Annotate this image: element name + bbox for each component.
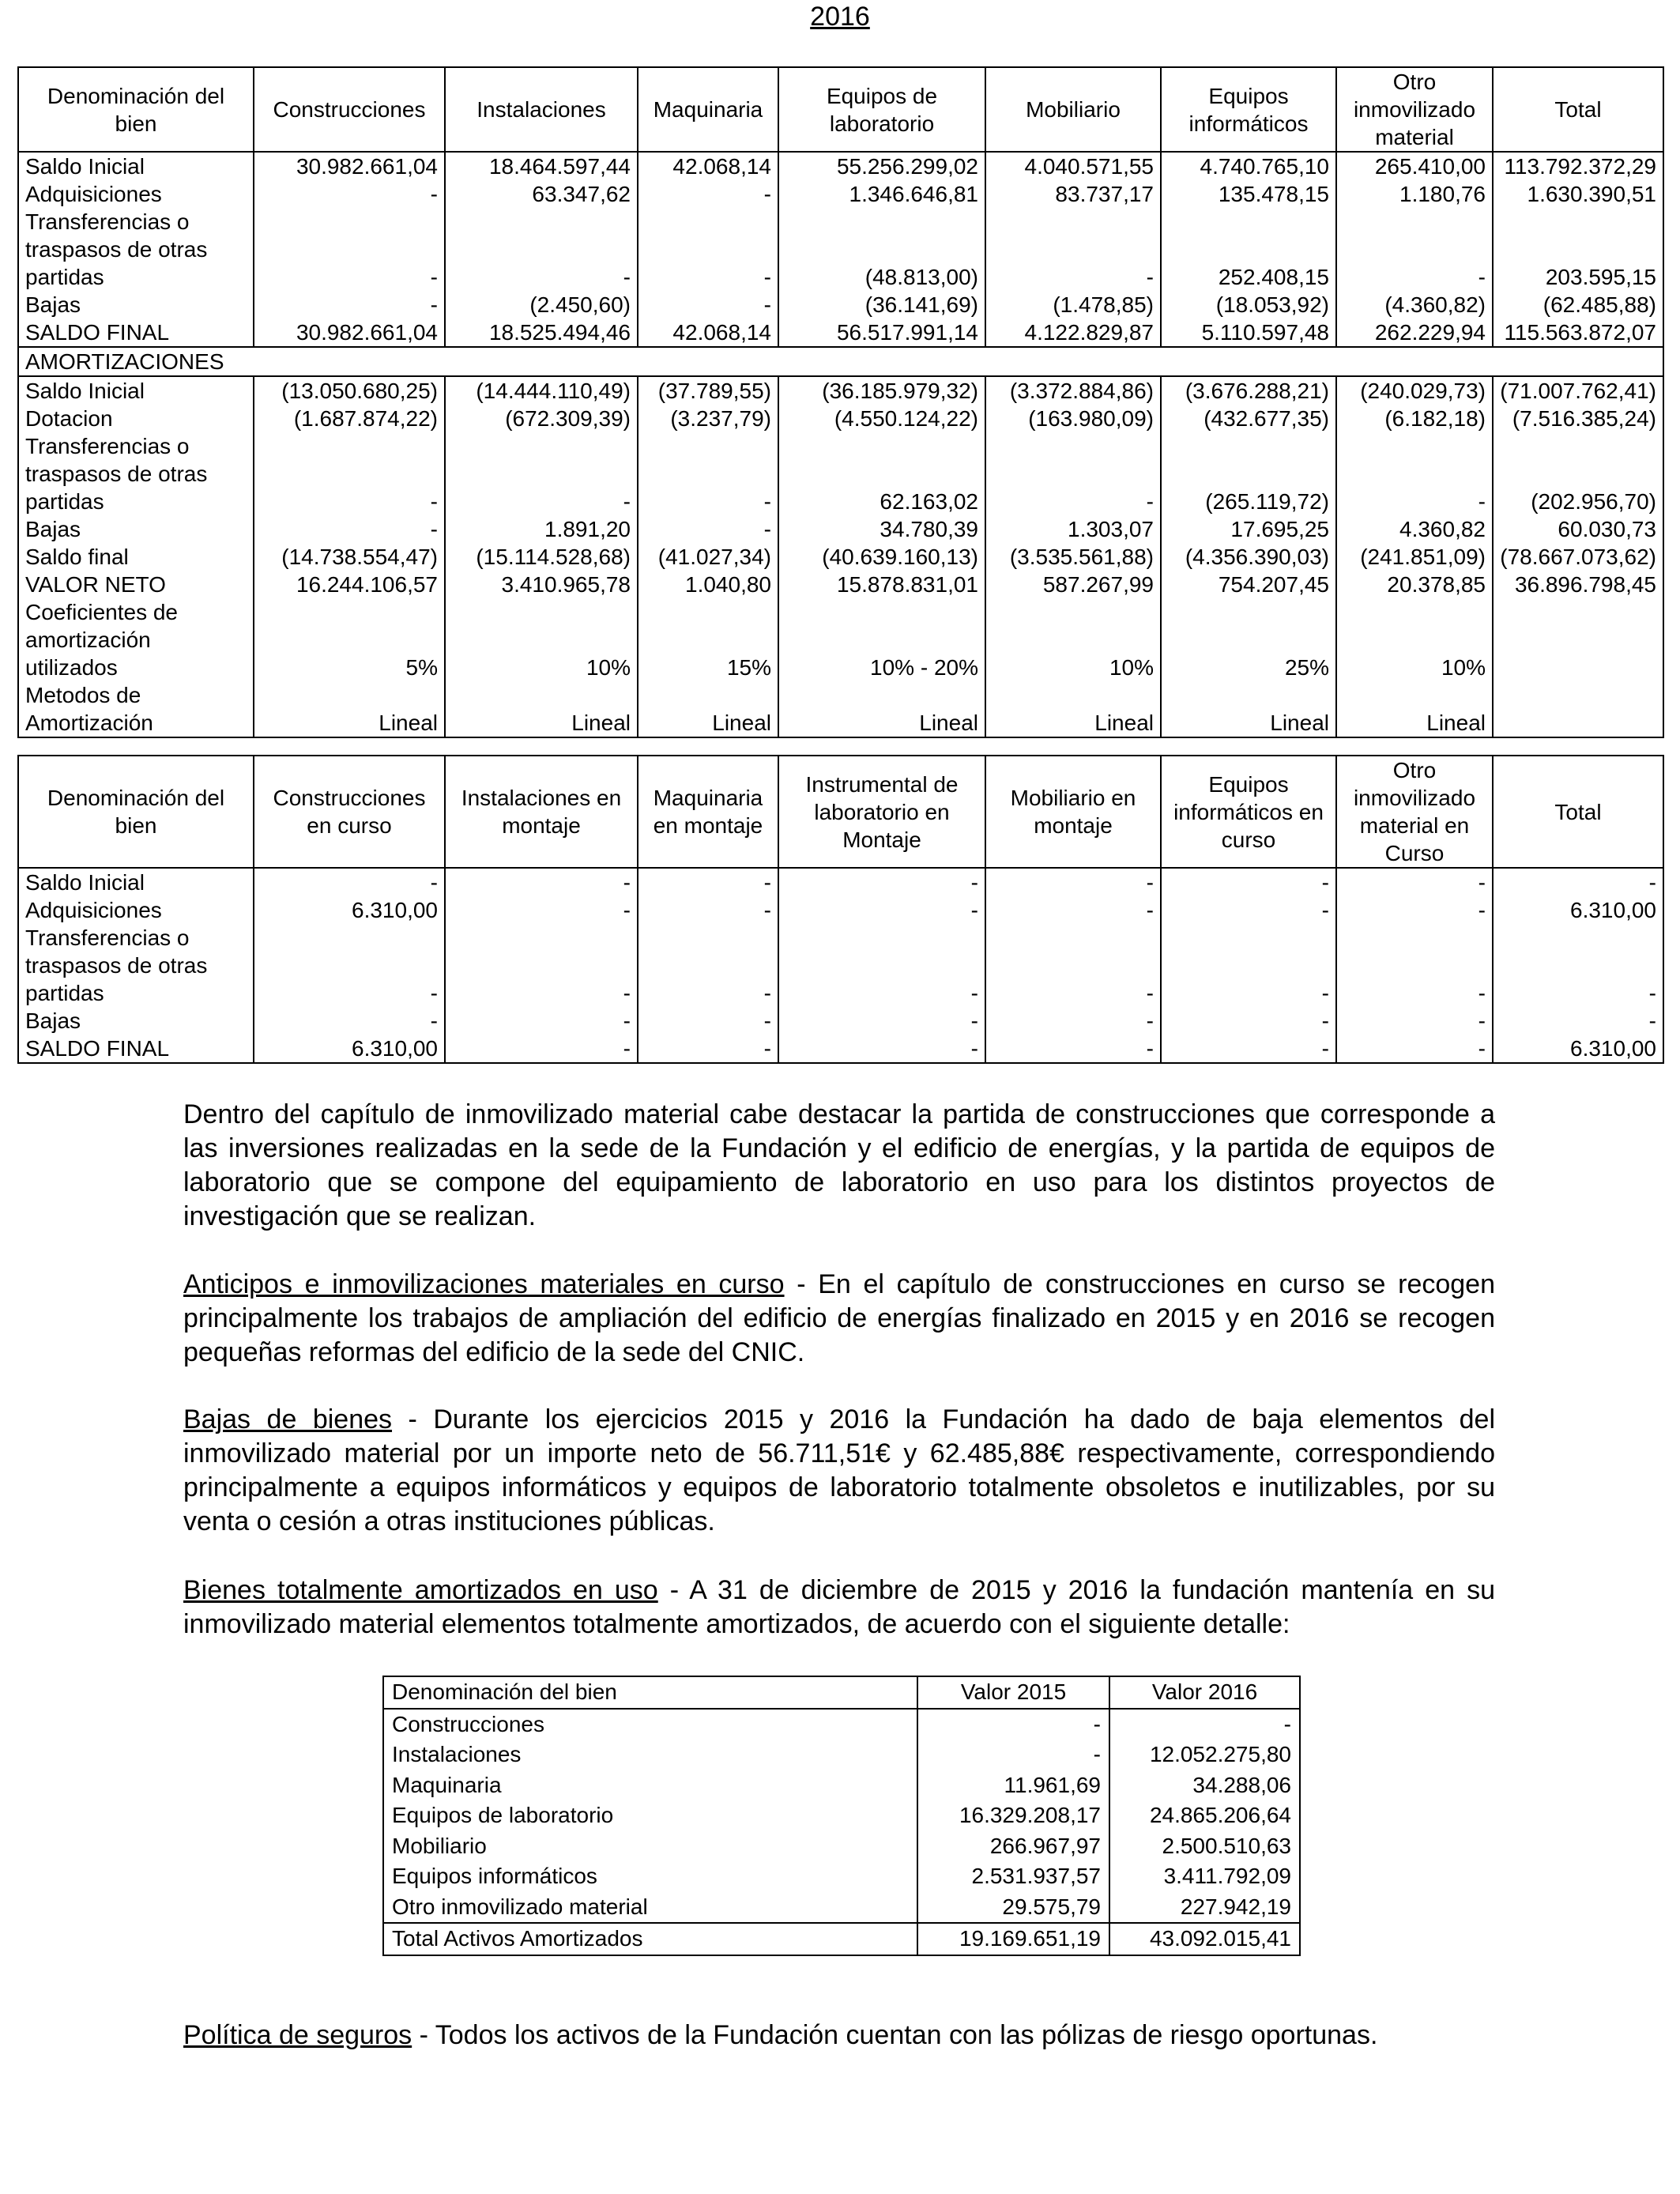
table-row: [18, 868, 1663, 896]
table1-header-row: [18, 67, 1663, 152]
table-cell: (4.356.390,03): [1161, 543, 1336, 571]
table-cell: -: [254, 868, 445, 896]
table-cell: (1.687.874,22): [254, 405, 445, 432]
table-cell: -: [1336, 924, 1493, 1007]
section-title-bajas: Bajas de bienes: [183, 1404, 393, 1434]
table-cell: [1493, 598, 1663, 681]
table-cell: 25%: [1161, 598, 1336, 681]
table-row: [18, 571, 1663, 598]
column-header: Instalaciones: [445, 67, 638, 152]
table-cell: -: [1336, 208, 1493, 291]
table-cell: -: [917, 1740, 1109, 1770]
table-row: [18, 681, 1663, 737]
table-cell: -: [445, 924, 638, 1007]
table-cell: 12.052.275,80: [1109, 1740, 1300, 1770]
table-cell: -: [917, 1709, 1109, 1740]
table-cell: 1.630.390,51: [1493, 180, 1663, 208]
table-cell: 262.229,94: [1336, 319, 1493, 347]
table-cell: 1.891,20: [445, 515, 638, 543]
table-cell: -: [1336, 868, 1493, 896]
row-label: Metodos de Amortización: [18, 681, 254, 737]
table-cell: 24.865.206,64: [1109, 1800, 1300, 1831]
section-body-anticipos: - En el capítulo de construcciones en curso se recogen principalmente los trabajos de ampliación del edificio de energías finalizado en 2015 y en 2016 se recogen pequeñas reformas del edificio de la sede del CNIC.: [183, 1269, 1495, 1367]
table-cell: 15%: [638, 598, 778, 681]
table-cell: -: [778, 868, 985, 896]
table-cell: -: [445, 208, 638, 291]
row-label: Equipos de laboratorio: [383, 1800, 917, 1831]
row-label: Saldo Inicial: [18, 868, 254, 896]
table-cell: 30.982.661,04: [254, 319, 445, 347]
table-cell: (40.639.160,13): [778, 543, 985, 571]
table-cell: -: [254, 432, 445, 515]
table-cell: 265.410,00: [1336, 152, 1493, 180]
table-cell: 252.408,15: [1161, 208, 1336, 291]
total-row: [383, 1923, 1300, 1955]
table-cell: (13.050.680,25): [254, 376, 445, 405]
table-cell: 2.500.510,63: [1109, 1831, 1300, 1862]
table-cell: (241.851,09): [1336, 543, 1493, 571]
table-row: [383, 1770, 1300, 1801]
table-cell: 34.288,06: [1109, 1770, 1300, 1801]
table-cell: -: [638, 515, 778, 543]
total-value: 43.092.015,41: [1109, 1923, 1300, 1955]
table-cell: 6.310,00: [1493, 896, 1663, 924]
table-cell: 30.982.661,04: [254, 152, 445, 180]
table-cell: -: [985, 208, 1161, 291]
column-header: Equipos informáticos: [1161, 67, 1336, 152]
table-cell: 1.180,76: [1336, 180, 1493, 208]
table-cell: 6.310,00: [254, 1035, 445, 1063]
column-header: Denominación del bien: [383, 1676, 917, 1709]
table-cell: -: [1336, 1007, 1493, 1035]
table-cell: (240.029,73): [1336, 376, 1493, 405]
table-cell: -: [445, 868, 638, 896]
table-cell: 2.531.937,57: [917, 1861, 1109, 1892]
table-cell: -: [778, 924, 985, 1007]
row-label: Bajas: [18, 515, 254, 543]
table-row: [18, 543, 1663, 571]
table-cell: 6.310,00: [1493, 1035, 1663, 1063]
row-label: SALDO FINAL: [18, 1035, 254, 1063]
column-header: Mobiliario: [985, 67, 1161, 152]
table-cell: 227.942,19: [1109, 1892, 1300, 1924]
table-cell: 754.207,45: [1161, 571, 1336, 598]
table-cell: 1.303,07: [985, 515, 1161, 543]
table-cell: 18.464.597,44: [445, 152, 638, 180]
table-cell: -: [638, 1007, 778, 1035]
section-title-seguros: Política de seguros: [183, 2020, 412, 2050]
row-label: VALOR NETO: [18, 571, 254, 598]
section-body-amortizados: - A 31 de diciembre de 2015 y 2016 la fundación mantenía en su inmovilizado material elementos totalmente amortizados, de acuerdo con el siguiente detalle:: [183, 1575, 1495, 1639]
table-cell: 55.256.299,02: [778, 152, 985, 180]
table-cell: -: [254, 1007, 445, 1035]
table-cell: -: [445, 896, 638, 924]
table-row: [18, 515, 1663, 543]
table-cell: -: [254, 208, 445, 291]
table-cell: 1.346.646,81: [778, 180, 985, 208]
table-cell: -: [1161, 868, 1336, 896]
table-cell: 36.896.798,45: [1493, 571, 1663, 598]
table-row: [18, 1007, 1663, 1035]
table-cell: (163.980,09): [985, 405, 1161, 432]
assets-in-progress-table: [17, 755, 1664, 1064]
table-cell: -: [985, 896, 1161, 924]
table-cell: 60.030,73: [1493, 515, 1663, 543]
paragraph-amortizados: [183, 1574, 1495, 1642]
table-cell: Lineal: [778, 681, 985, 737]
table-cell: 3.411.792,09: [1109, 1861, 1300, 1892]
table-cell: -: [254, 515, 445, 543]
table-cell: -: [985, 1007, 1161, 1035]
section-body-seguros: - Todos los activos de la Fundación cuentan con las pólizas de riesgo oportunas.: [412, 2020, 1378, 2050]
row-label: Construcciones: [383, 1709, 917, 1740]
table-cell: 83.737,17: [985, 180, 1161, 208]
table-cell: -: [254, 180, 445, 208]
table-cell: -: [985, 1035, 1161, 1063]
table-cell: (265.119,72): [1161, 432, 1336, 515]
table-cell: 266.967,97: [917, 1831, 1109, 1862]
column-header: Denominación del bien: [18, 756, 254, 868]
table-cell: -: [638, 924, 778, 1007]
table-cell: (3.676.288,21): [1161, 376, 1336, 405]
table-cell: 4.360,82: [1336, 515, 1493, 543]
table-cell: -: [254, 924, 445, 1007]
table-cell: -: [638, 432, 778, 515]
table-cell: 203.595,15: [1493, 208, 1663, 291]
column-header: Total: [1493, 67, 1663, 152]
table-cell: 4.740.765,10: [1161, 152, 1336, 180]
table-cell: -: [638, 896, 778, 924]
row-label: Bajas: [18, 1007, 254, 1035]
table-cell: (18.053,92): [1161, 291, 1336, 319]
table-cell: (2.450,60): [445, 291, 638, 319]
column-header: Construcciones en curso: [254, 756, 445, 868]
table-row: [18, 896, 1663, 924]
table-row: [383, 1831, 1300, 1862]
table-cell: -: [1493, 868, 1663, 896]
table-cell: 62.163,02: [778, 432, 985, 515]
table-cell: -: [778, 1035, 985, 1063]
table-cell: 63.347,62: [445, 180, 638, 208]
table-row: [383, 1709, 1300, 1740]
table-cell: (37.789,55): [638, 376, 778, 405]
table-cell: -: [1161, 1007, 1336, 1035]
table-row: [18, 405, 1663, 432]
row-label: Maquinaria: [383, 1770, 917, 1801]
table-row: [18, 1035, 1663, 1063]
table-cell: 42.068,14: [638, 319, 778, 347]
column-header: Maquinaria en montaje: [638, 756, 778, 868]
table-cell: Lineal: [1161, 681, 1336, 737]
paragraph-construcciones: Dentro del capítulo de inmovilizado material cabe destacar la partida de construcciones que corresponde a las inversiones realizadas en la sede de la Fundación y el edificio de energías, y la partida de equipos de laboratorio que se compone del equipamiento de laboratorio en uso para los distintos proyectos de investigación que se realizan.: [183, 1099, 1495, 1231]
table-cell: 135.478,15: [1161, 180, 1336, 208]
row-label: Saldo Inicial: [18, 376, 254, 405]
table-cell: -: [1493, 1007, 1663, 1035]
table-row: [18, 180, 1663, 208]
table2-header-row: [18, 756, 1663, 868]
table-cell: 10%: [445, 598, 638, 681]
row-label: Transferencias o traspasos de otras partidas: [18, 432, 254, 515]
table-cell: 113.792.372,29: [1493, 152, 1663, 180]
table-cell: -: [778, 896, 985, 924]
row-label: Adquisiciones: [18, 896, 254, 924]
row-label: Equipos informáticos: [383, 1861, 917, 1892]
table-cell: (4.360,82): [1336, 291, 1493, 319]
paragraph-anticipos: [183, 1268, 1495, 1370]
table-cell: (14.444.110,49): [445, 376, 638, 405]
table-cell: 10%: [985, 598, 1161, 681]
table-cell: -: [638, 868, 778, 896]
section-label: AMORTIZACIONES: [18, 347, 1663, 376]
table-cell: 20.378,85: [1336, 571, 1493, 598]
table-cell: (4.550.124,22): [778, 405, 985, 432]
table-cell: Lineal: [254, 681, 445, 737]
table-cell: 10%: [1336, 598, 1493, 681]
table-cell: (48.813,00): [778, 208, 985, 291]
paragraph-seguros: [183, 2019, 1495, 2053]
table-cell: Lineal: [985, 681, 1161, 737]
table-cell: (3.237,79): [638, 405, 778, 432]
total-value: 19.169.651,19: [917, 1923, 1109, 1955]
row-label: Transferencias o traspasos de otras partidas: [18, 924, 254, 1007]
table-cell: (6.182,18): [1336, 405, 1493, 432]
table-row: [383, 1740, 1300, 1770]
table-cell: -: [638, 208, 778, 291]
table-cell: (3.372.884,86): [985, 376, 1161, 405]
table-cell: 5.110.597,48: [1161, 319, 1336, 347]
table-cell: [1493, 681, 1663, 737]
table-row: [18, 598, 1663, 681]
row-label: Mobiliario: [383, 1831, 917, 1862]
table-cell: 4.040.571,55: [985, 152, 1161, 180]
table-cell: (202.956,70): [1493, 432, 1663, 515]
table-cell: 11.961,69: [917, 1770, 1109, 1801]
table-cell: -: [1336, 432, 1493, 515]
table-cell: (1.478,85): [985, 291, 1161, 319]
table-cell: (432.677,35): [1161, 405, 1336, 432]
table-cell: 17.695,25: [1161, 515, 1336, 543]
table-row: [383, 1892, 1300, 1924]
column-header: Maquinaria: [638, 67, 778, 152]
table-cell: Lineal: [638, 681, 778, 737]
table-cell: -: [638, 291, 778, 319]
row-label: Saldo Inicial: [18, 152, 254, 180]
table3-header-row: [383, 1676, 1300, 1709]
table-cell: 5%: [254, 598, 445, 681]
table-cell: 15.878.831,01: [778, 571, 985, 598]
column-header: Denominación del bien: [18, 67, 254, 152]
table-row: [18, 376, 1663, 405]
column-header: Instalaciones en montaje: [445, 756, 638, 868]
column-header: Valor 2016: [1109, 1676, 1300, 1709]
table-cell: -: [638, 180, 778, 208]
table-cell: 10% - 20%: [778, 598, 985, 681]
asset-movements-table: [17, 66, 1664, 738]
row-label: Coeficientes de amortización utilizados: [18, 598, 254, 681]
table-cell: -: [254, 291, 445, 319]
row-label: Saldo final: [18, 543, 254, 571]
section-body-bajas: - Durante los ejercicios 2015 y 2016 la Fundación ha dado de baja elementos del inmovilizado material por un importe neto de 56.711,51€ y 62.485,88€ respectivamente, correspondiendo principalmente a equipos informáticos y equipos de laboratorio totalmente obsoletos e inutilizables, por su venta o cesión a otras instituciones públicas.: [183, 1404, 1495, 1536]
table-cell: 115.563.872,07: [1493, 319, 1663, 347]
row-label: SALDO FINAL: [18, 319, 254, 347]
table-cell: (71.007.762,41): [1493, 376, 1663, 405]
table-cell: 4.122.829,87: [985, 319, 1161, 347]
table-cell: 42.068,14: [638, 152, 778, 180]
table-cell: 16.244.106,57: [254, 571, 445, 598]
table-cell: -: [1336, 896, 1493, 924]
table-cell: (15.114.528,68): [445, 543, 638, 571]
table-cell: -: [985, 868, 1161, 896]
table-cell: -: [985, 924, 1161, 1007]
table-cell: 29.575,79: [917, 1892, 1109, 1924]
table-cell: (78.667.073,62): [1493, 543, 1663, 571]
table-row: [18, 319, 1663, 347]
table-cell: 56.517.991,14: [778, 319, 985, 347]
table-cell: -: [445, 1007, 638, 1035]
column-header: Valor 2015: [917, 1676, 1109, 1709]
table-cell: (7.516.385,24): [1493, 405, 1663, 432]
table-cell: (62.485,88): [1493, 291, 1663, 319]
table-row: [383, 1800, 1300, 1831]
column-header: Total: [1493, 756, 1663, 868]
column-header: Mobiliario en montaje: [985, 756, 1161, 868]
row-label: Transferencias o traspasos de otras partidas: [18, 208, 254, 291]
table-row: [18, 152, 1663, 180]
year-heading: 2016: [810, 2, 870, 32]
row-label: Dotacion: [18, 405, 254, 432]
table-cell: (14.738.554,47): [254, 543, 445, 571]
table-cell: -: [638, 1035, 778, 1063]
table-cell: (3.535.561,88): [985, 543, 1161, 571]
column-header: Otro inmovilizado material: [1336, 67, 1493, 152]
table-cell: -: [1161, 1035, 1336, 1063]
fully-amortized-table: [382, 1676, 1301, 1956]
table-cell: -: [1493, 924, 1663, 1007]
table-cell: -: [1161, 896, 1336, 924]
table-cell: (672.309,39): [445, 405, 638, 432]
table-cell: 3.410.965,78: [445, 571, 638, 598]
table-cell: -: [445, 432, 638, 515]
total-label: Total Activos Amortizados: [383, 1923, 917, 1955]
section-row-amortizaciones: [18, 347, 1663, 376]
table-cell: 1.040,80: [638, 571, 778, 598]
row-label: Otro inmovilizado material: [383, 1892, 917, 1924]
table-cell: -: [778, 1007, 985, 1035]
row-label: Instalaciones: [383, 1740, 917, 1770]
row-label: Bajas: [18, 291, 254, 319]
row-label: Adquisiciones: [18, 180, 254, 208]
column-header: Construcciones: [254, 67, 445, 152]
table-cell: 6.310,00: [254, 896, 445, 924]
table-cell: 18.525.494,46: [445, 319, 638, 347]
column-header: Equipos de laboratorio: [778, 67, 985, 152]
paragraph-bajas: [183, 1403, 1495, 1539]
table-cell: (41.027,34): [638, 543, 778, 571]
table-cell: Lineal: [445, 681, 638, 737]
table-row: [18, 924, 1663, 1007]
table-cell: -: [1109, 1709, 1300, 1740]
section-title-amortizados: Bienes totalmente amortizados en uso: [183, 1575, 658, 1605]
column-header: Equipos informáticos en curso: [1161, 756, 1336, 868]
table-cell: (36.185.979,32): [778, 376, 985, 405]
table-row: [18, 432, 1663, 515]
table-cell: 16.329.208,17: [917, 1800, 1109, 1831]
table-cell: Lineal: [1336, 681, 1493, 737]
table-cell: 587.267,99: [985, 571, 1161, 598]
table-cell: (36.141,69): [778, 291, 985, 319]
table-cell: -: [1336, 1035, 1493, 1063]
section-title-anticipos: Anticipos e inmovilizaciones materiales en curso: [183, 1269, 785, 1299]
table-cell: 34.780,39: [778, 515, 985, 543]
table-cell: -: [445, 1035, 638, 1063]
column-header: Otro inmovilizado material en Curso: [1336, 756, 1493, 868]
column-header: Instrumental de laboratorio en Montaje: [778, 756, 985, 868]
table-row: [18, 291, 1663, 319]
table-row: [18, 208, 1663, 291]
table-row: [383, 1861, 1300, 1892]
table-cell: -: [1161, 924, 1336, 1007]
table-cell: -: [985, 432, 1161, 515]
